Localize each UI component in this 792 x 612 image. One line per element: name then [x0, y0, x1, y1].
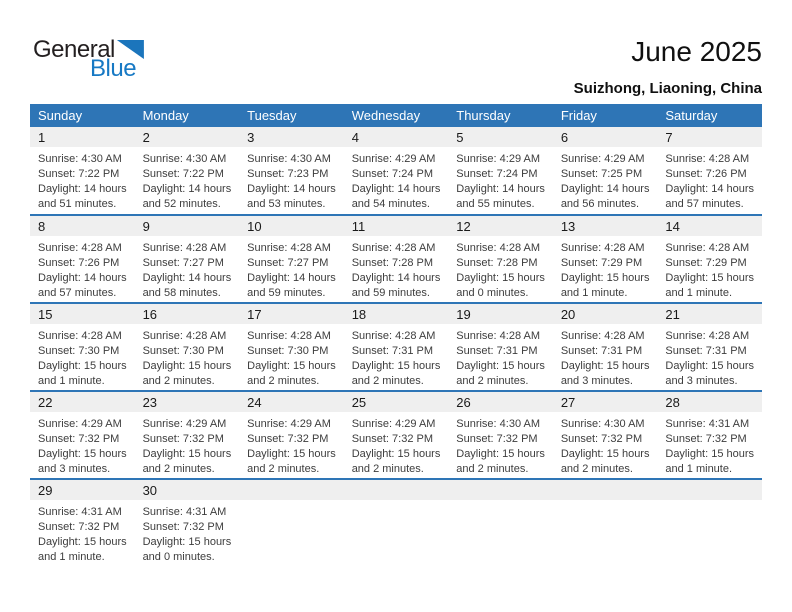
day-info — [30, 324, 135, 389]
weekday-header-friday: Friday — [553, 104, 658, 127]
weekday-header-monday: Monday — [135, 104, 240, 127]
day-cell — [135, 215, 240, 303]
day-info-line: Sunset: 7:28 PM — [456, 257, 538, 269]
day-number: 19 — [448, 304, 553, 324]
day-number — [239, 480, 344, 500]
day-info — [344, 412, 449, 477]
empty-day-cell — [448, 479, 553, 567]
day-number — [448, 480, 553, 500]
day-info-line: Sunset: 7:32 PM — [38, 433, 120, 445]
day-info-line: Daylight: 14 hours — [38, 183, 127, 195]
day-info-line: Sunrise: 4:28 AM — [351, 330, 436, 342]
day-number: 15 — [30, 304, 135, 324]
day-number: 17 — [239, 304, 344, 324]
day-info-line: Sunset: 7:24 PM — [351, 168, 434, 180]
day-cell — [30, 479, 135, 567]
day-cell — [657, 303, 762, 391]
day-info-line: and 59 minutes. — [351, 287, 430, 299]
day-info-line: Sunrise: 4:28 AM — [351, 242, 436, 254]
day-info-line: Sunrise: 4:28 AM — [456, 330, 541, 342]
day-info — [135, 147, 240, 212]
day-info-line: Sunset: 7:30 PM — [142, 345, 224, 357]
day-info — [553, 147, 658, 212]
day-info-line: and 57 minutes. — [38, 287, 117, 299]
day-info — [239, 324, 344, 389]
logo-text-blue: Blue — [90, 55, 137, 82]
day-info-line: and 52 minutes. — [142, 198, 221, 210]
day-info-line: and 3 minutes. — [38, 463, 111, 475]
day-number: 18 — [344, 304, 449, 324]
day-number: 10 — [239, 216, 344, 236]
day-info-line: Sunrise: 4:30 AM — [247, 153, 331, 165]
day-info — [657, 236, 762, 301]
day-info — [657, 500, 762, 505]
day-info-line: Sunset: 7:31 PM — [665, 345, 747, 357]
day-info — [657, 412, 762, 477]
day-info — [30, 147, 135, 212]
day-info-line: Daylight: 15 hours — [560, 272, 650, 284]
day-info-line: Daylight: 15 hours — [351, 360, 441, 372]
day-cell — [344, 391, 449, 479]
day-info — [135, 236, 240, 301]
general-blue-logo — [33, 38, 173, 80]
day-info — [448, 500, 553, 505]
day-cell — [135, 479, 240, 567]
day-info-line: and 58 minutes. — [142, 287, 221, 299]
day-info-line: Sunset: 7:30 PM — [38, 345, 120, 357]
day-cell — [30, 303, 135, 391]
weekday-header-tuesday: Tuesday — [239, 104, 344, 127]
day-info-line: Sunset: 7:32 PM — [247, 433, 329, 445]
day-cell — [239, 127, 344, 215]
location-subtitle: Suizhong, Liaoning, China — [573, 80, 762, 97]
day-info-line: Sunset: 7:31 PM — [351, 345, 434, 357]
day-number: 8 — [30, 216, 135, 236]
day-number: 12 — [448, 216, 553, 236]
day-number: 26 — [448, 392, 553, 412]
day-info-line: Sunrise: 4:30 AM — [142, 153, 227, 165]
day-info-line: Sunset: 7:26 PM — [665, 168, 747, 180]
day-info-line: Sunrise: 4:28 AM — [665, 242, 750, 254]
day-info-line: Sunset: 7:22 PM — [142, 168, 224, 180]
day-info-line: Sunrise: 4:28 AM — [142, 242, 227, 254]
day-info-line: Daylight: 14 hours — [142, 183, 232, 195]
day-info-line: Daylight: 14 hours — [456, 183, 545, 195]
day-info-line: Sunset: 7:32 PM — [38, 521, 120, 533]
day-info-line: Daylight: 14 hours — [247, 183, 336, 195]
day-info-line: and 59 minutes. — [247, 287, 326, 299]
day-info-line: Sunrise: 4:29 AM — [38, 418, 122, 430]
day-info-line: Sunrise: 4:28 AM — [38, 330, 122, 342]
day-info-line: Sunrise: 4:28 AM — [456, 242, 541, 254]
day-cell — [448, 303, 553, 391]
day-info — [657, 147, 762, 212]
day-info-line: Daylight: 15 hours — [38, 360, 127, 372]
day-info — [344, 147, 449, 212]
day-number: 13 — [553, 216, 658, 236]
day-info — [448, 236, 553, 301]
day-info-line: Sunrise: 4:28 AM — [560, 330, 645, 342]
day-info-line: Sunset: 7:29 PM — [560, 257, 643, 269]
day-info — [239, 147, 344, 212]
day-info-line: Sunrise: 4:29 AM — [456, 153, 541, 165]
day-info-line: Sunset: 7:32 PM — [142, 521, 224, 533]
day-info-line: Sunset: 7:32 PM — [351, 433, 434, 445]
day-info — [344, 236, 449, 301]
day-number: 25 — [344, 392, 449, 412]
day-info-line: Sunrise: 4:28 AM — [665, 330, 750, 342]
day-number — [657, 480, 762, 500]
day-cell — [553, 215, 658, 303]
day-info-line: Sunset: 7:31 PM — [456, 345, 538, 357]
day-number: 28 — [657, 392, 762, 412]
day-info — [657, 324, 762, 389]
day-info-line: Sunset: 7:31 PM — [560, 345, 643, 357]
day-cell — [657, 215, 762, 303]
week-row — [30, 215, 762, 303]
day-number: 24 — [239, 392, 344, 412]
empty-day-cell — [553, 479, 658, 567]
day-cell — [239, 303, 344, 391]
day-info-line: Sunrise: 4:28 AM — [247, 242, 331, 254]
day-cell — [344, 215, 449, 303]
day-info-line: and 2 minutes. — [142, 463, 215, 475]
day-info-line: Sunrise: 4:29 AM — [351, 418, 436, 430]
day-info-line: and 55 minutes. — [456, 198, 535, 210]
day-info-line: Sunset: 7:22 PM — [38, 168, 120, 180]
day-info-line: Sunset: 7:32 PM — [456, 433, 538, 445]
day-number: 3 — [239, 127, 344, 147]
empty-day-cell — [344, 479, 449, 567]
day-info-line: and 2 minutes. — [456, 375, 529, 387]
day-info-line: and 1 minute. — [665, 463, 733, 475]
day-info-line: Daylight: 14 hours — [351, 183, 441, 195]
day-cell — [448, 215, 553, 303]
day-number: 21 — [657, 304, 762, 324]
day-info-line: Sunrise: 4:28 AM — [560, 242, 645, 254]
day-info-line: and 2 minutes. — [456, 463, 529, 475]
day-number: 7 — [657, 127, 762, 147]
day-info-line: Daylight: 15 hours — [247, 448, 336, 460]
day-info-line: Daylight: 15 hours — [351, 448, 441, 460]
weekday-header-saturday: Saturday — [657, 104, 762, 127]
day-info-line: Sunset: 7:27 PM — [247, 257, 329, 269]
day-number — [553, 480, 658, 500]
day-number: 14 — [657, 216, 762, 236]
day-info-line: and 3 minutes. — [665, 375, 738, 387]
day-info-line: Daylight: 15 hours — [560, 360, 650, 372]
day-number: 29 — [30, 480, 135, 500]
day-info — [30, 412, 135, 477]
day-info-line: and 2 minutes. — [560, 463, 633, 475]
day-info-line: Daylight: 15 hours — [38, 536, 127, 548]
calendar-table — [30, 104, 762, 567]
day-info-line: Daylight: 15 hours — [665, 360, 755, 372]
day-info-line: Daylight: 14 hours — [560, 183, 650, 195]
day-number: 11 — [344, 216, 449, 236]
day-info-line: Daylight: 14 hours — [38, 272, 127, 284]
day-info-line: and 0 minutes. — [142, 551, 215, 563]
day-info-line: Sunset: 7:25 PM — [560, 168, 643, 180]
day-cell — [657, 127, 762, 215]
day-cell — [135, 303, 240, 391]
day-info-line: and 2 minutes. — [247, 463, 320, 475]
empty-day-cell — [239, 479, 344, 567]
day-cell — [135, 391, 240, 479]
day-info-line: and 56 minutes. — [560, 198, 640, 210]
day-info-line: Daylight: 15 hours — [560, 448, 650, 460]
day-info-line: Daylight: 15 hours — [665, 448, 755, 460]
day-info-line: and 2 minutes. — [351, 463, 424, 475]
day-info — [135, 324, 240, 389]
day-info-line: and 1 minute. — [38, 551, 105, 563]
day-number: 16 — [135, 304, 240, 324]
day-info-line: and 3 minutes. — [560, 375, 633, 387]
day-info-line: Daylight: 15 hours — [142, 536, 232, 548]
day-info-line: and 2 minutes. — [142, 375, 215, 387]
calendar-body — [30, 127, 762, 567]
day-info-line: and 1 minute. — [560, 287, 628, 299]
day-info-line: Daylight: 15 hours — [456, 360, 545, 372]
day-info-line: Daylight: 15 hours — [142, 448, 232, 460]
day-info-line: Sunset: 7:29 PM — [665, 257, 747, 269]
title-block — [574, 36, 762, 97]
day-info-line: and 53 minutes. — [247, 198, 326, 210]
day-info-line: Sunrise: 4:28 AM — [142, 330, 227, 342]
day-info-line: Sunset: 7:32 PM — [665, 433, 747, 445]
day-cell — [448, 391, 553, 479]
month-title: June 2025 — [631, 36, 762, 67]
week-row — [30, 391, 762, 479]
day-info-line: Sunset: 7:32 PM — [560, 433, 643, 445]
day-info-line: Sunrise: 4:29 AM — [142, 418, 227, 430]
day-info — [553, 412, 658, 477]
day-info — [344, 500, 449, 505]
day-info — [239, 500, 344, 505]
day-number: 20 — [553, 304, 658, 324]
day-info-line: Daylight: 14 hours — [665, 183, 755, 195]
day-cell — [553, 303, 658, 391]
day-info-line: and 1 minute. — [38, 375, 105, 387]
day-info — [239, 236, 344, 301]
day-info-line: Sunrise: 4:29 AM — [351, 153, 436, 165]
day-info-line: Sunrise: 4:31 AM — [142, 506, 227, 518]
day-info — [135, 412, 240, 477]
day-cell — [344, 127, 449, 215]
day-info-line: Sunset: 7:26 PM — [38, 257, 120, 269]
day-cell — [344, 303, 449, 391]
day-info — [448, 147, 553, 212]
week-row — [30, 479, 762, 567]
day-info-line: Daylight: 15 hours — [665, 272, 755, 284]
day-info-line: Sunset: 7:23 PM — [247, 168, 329, 180]
day-info — [553, 500, 658, 505]
day-info — [135, 500, 240, 565]
day-info — [553, 236, 658, 301]
day-info-line: Sunrise: 4:29 AM — [247, 418, 331, 430]
weekday-header-row — [30, 104, 762, 127]
day-number: 27 — [553, 392, 658, 412]
day-info-line: and 1 minute. — [665, 287, 733, 299]
day-info-line: Sunrise: 4:28 AM — [665, 153, 750, 165]
day-info — [448, 412, 553, 477]
weekday-header-thursday: Thursday — [448, 104, 553, 127]
day-info — [30, 236, 135, 301]
day-info-line: Sunrise: 4:28 AM — [247, 330, 331, 342]
day-info-line: Daylight: 14 hours — [247, 272, 336, 284]
day-info-line: Sunrise: 4:29 AM — [560, 153, 645, 165]
day-cell — [239, 391, 344, 479]
day-info-line: Sunrise: 4:30 AM — [560, 418, 645, 430]
day-info — [553, 324, 658, 389]
day-cell — [30, 215, 135, 303]
week-row — [30, 127, 762, 215]
day-cell — [657, 391, 762, 479]
day-info-line: Sunrise: 4:28 AM — [38, 242, 122, 254]
day-info-line: and 2 minutes. — [351, 375, 424, 387]
day-info-line: Daylight: 15 hours — [142, 360, 232, 372]
day-info-line: and 0 minutes. — [456, 287, 529, 299]
day-info-line: and 2 minutes. — [247, 375, 320, 387]
day-cell — [553, 127, 658, 215]
day-info-line: Sunrise: 4:30 AM — [38, 153, 122, 165]
day-info-line: Daylight: 14 hours — [351, 272, 441, 284]
day-info — [448, 324, 553, 389]
day-info-line: Sunset: 7:32 PM — [142, 433, 224, 445]
day-number: 5 — [448, 127, 553, 147]
day-info-line: Sunrise: 4:30 AM — [456, 418, 541, 430]
day-number: 1 — [30, 127, 135, 147]
day-cell — [239, 215, 344, 303]
day-info-line: Daylight: 15 hours — [38, 448, 127, 460]
day-number: 6 — [553, 127, 658, 147]
day-info-line: Daylight: 14 hours — [142, 272, 232, 284]
weekday-header-sunday: Sunday — [30, 104, 135, 127]
empty-day-cell — [657, 479, 762, 567]
day-info-line: Sunset: 7:30 PM — [247, 345, 329, 357]
day-number: 22 — [30, 392, 135, 412]
day-info-line: and 57 minutes. — [665, 198, 744, 210]
day-info-line: Sunset: 7:27 PM — [142, 257, 224, 269]
day-number: 2 — [135, 127, 240, 147]
day-info-line: Sunrise: 4:31 AM — [665, 418, 750, 430]
day-number — [344, 480, 449, 500]
day-cell — [30, 391, 135, 479]
day-cell — [30, 127, 135, 215]
day-number: 30 — [135, 480, 240, 500]
day-info — [239, 412, 344, 477]
day-info-line: Daylight: 15 hours — [456, 448, 545, 460]
day-info-line: Sunset: 7:24 PM — [456, 168, 538, 180]
weekday-header-wednesday: Wednesday — [344, 104, 449, 127]
day-cell — [448, 127, 553, 215]
day-info-line: Daylight: 15 hours — [247, 360, 336, 372]
week-row — [30, 303, 762, 391]
day-info — [30, 500, 135, 565]
logo-text-general: General — [33, 36, 115, 63]
day-number: 9 — [135, 216, 240, 236]
day-info — [344, 324, 449, 389]
day-info-line: Sunrise: 4:31 AM — [38, 506, 122, 518]
day-info-line: Daylight: 15 hours — [456, 272, 545, 284]
day-cell — [135, 127, 240, 215]
day-info-line: Sunset: 7:28 PM — [351, 257, 434, 269]
day-info-line: and 54 minutes. — [351, 198, 430, 210]
day-cell — [553, 391, 658, 479]
day-number: 23 — [135, 392, 240, 412]
day-number: 4 — [344, 127, 449, 147]
day-info-line: and 51 minutes. — [38, 198, 117, 210]
